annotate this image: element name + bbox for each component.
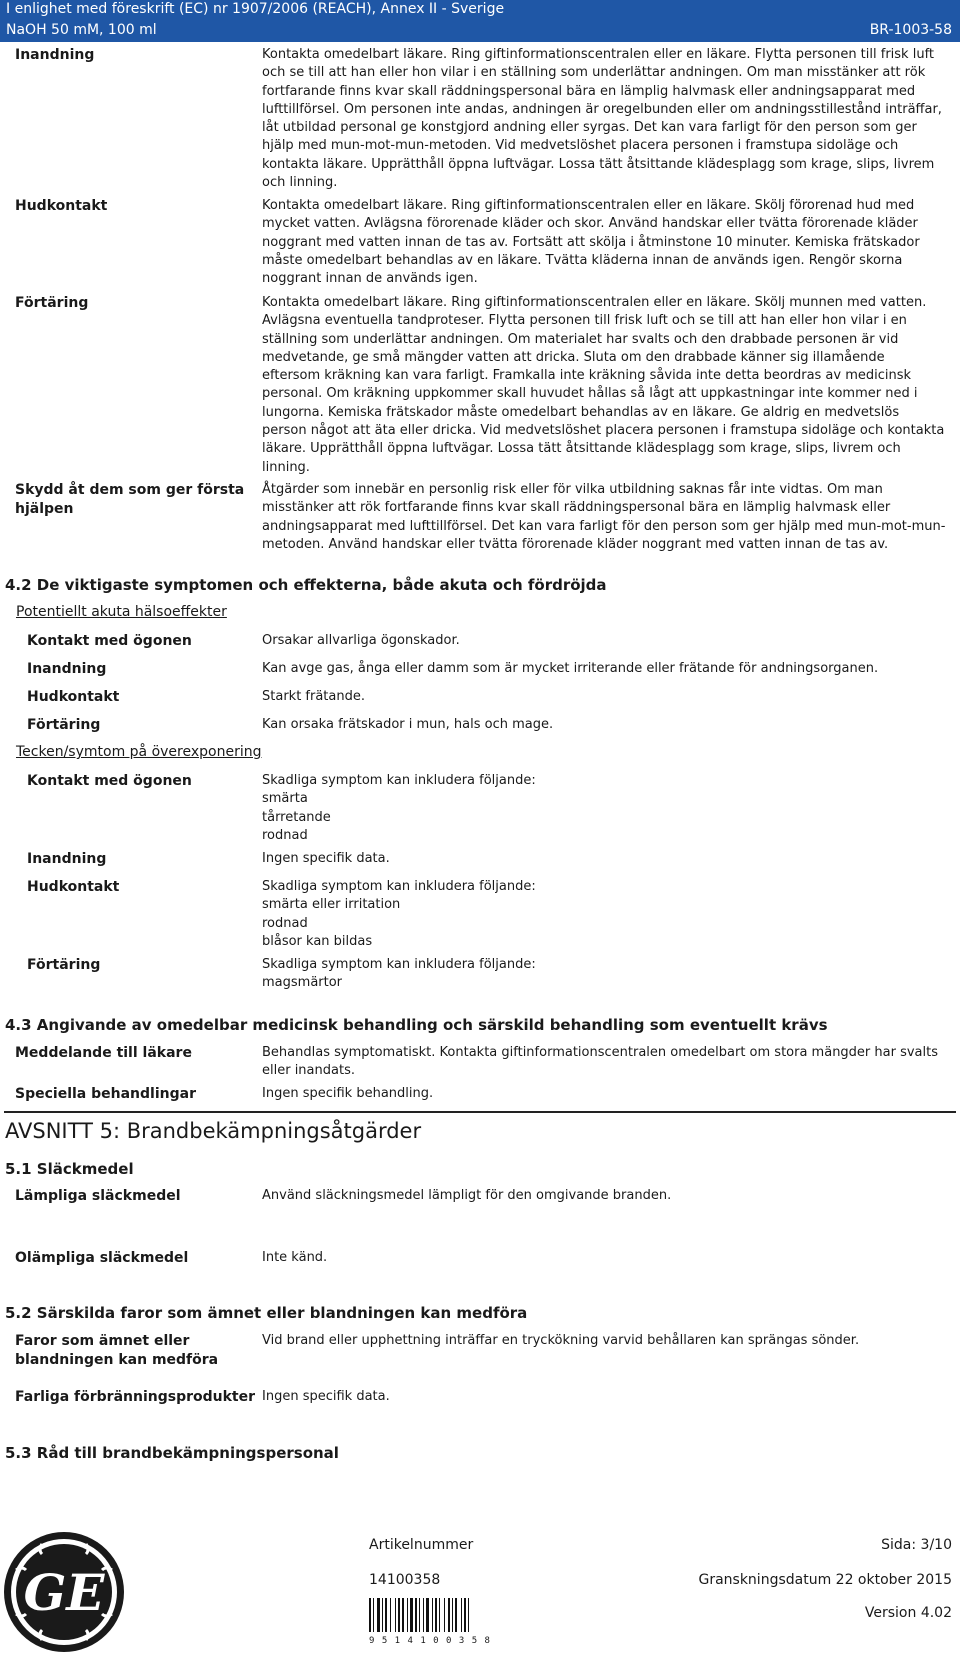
barcode-digits: 9 5 1 4 1 0 0 3 5 8 — [369, 1636, 491, 1646]
heading-5-1: 5.1 Släckmedel — [5, 1160, 134, 1178]
heading-4-2: 4.2 De viktigaste symptomen och effekterna, både akuta och fördröjda — [5, 576, 607, 594]
barcode-bar — [461, 1598, 462, 1632]
acute-skin-label: Hudkontakt — [27, 689, 120, 705]
acute-eye-label: Kontakt med ögonen — [27, 633, 192, 649]
barcode-bar — [415, 1598, 417, 1632]
text-inhalation: Kontakta omedelbart läkare. Ring giftinformationscentralen eller en läkare. Flytta personen till frisk luft och se till att han eller hon vilar i en ställning som underlättar andningen. Om man misstänker att rök fortfarande finns kvar skall räddningspersonal bära en lämplig halvmask eller andningsapparat med lufttillförsel. Om personen inte andas, andningen är oregelbunden eller om andningsstillestånd inträffar, låt utbildad personal ge konstgjord andning eller syrgas. Det kan vara farligt för den person som ger hjälp med mun-mot-mun-metoden. Vid medvetslöshet placera personen i framstupa sidoläge och kontakta läkare. Upprätthåll öppna luftvägar. Lossa tätt åtsittande klädesplagg som krage, slips, livrem och linning. — [262, 47, 942, 191]
hazards-value: Vid brand eller upphettning inträffar en tryckökning varvid behållaren kan sprängas sönder. — [262, 1333, 860, 1348]
physician-note-label: Meddelande till läkare — [15, 1045, 192, 1061]
article-number-value: 14100358 — [369, 1572, 441, 1588]
overexp-eye-value: Skadliga symptom kan inkludera följande: smärta tårretande rodnad — [262, 773, 536, 843]
acute-skin-value: Starkt frätande. — [262, 689, 365, 704]
section-divider — [4, 1111, 956, 1113]
text-first-aider-protection: Åtgärder som innebär en personlig risk eller för vilka utbildning saknas får inte vidtas. Om man misstänker att rök fortfarande finns kvar skall räddningspersonal bära en lämplig halvmask eller andningsapparat med lufttillförsel. Det kan vara farligt för den person som ger hjälp med mun-mot-mun- metoden. Använd handskar eller tvätta förorenade kläder noggrant med vatten innan de tas av. — [262, 482, 946, 552]
product-code: BR-1003-58 — [869, 22, 952, 38]
barcode-bar — [407, 1598, 408, 1632]
label-skin: Hudkontakt — [15, 198, 108, 214]
barcode-bar — [455, 1598, 457, 1632]
barcode-bar — [468, 1598, 469, 1632]
document-header — [0, 0, 960, 42]
ge-logo-graphic — [2, 1530, 126, 1654]
subheading-acute-effects: Potentiellt akuta hälsoeffekter — [16, 604, 227, 620]
article-number-label: Artikelnummer — [369, 1537, 474, 1553]
barcode-bar — [419, 1598, 420, 1632]
overexp-inhalation-label: Inandning — [27, 851, 107, 867]
barcode-bar — [410, 1598, 413, 1632]
barcode-bar — [444, 1598, 445, 1632]
overexp-ingestion-label: Förtäring — [27, 957, 101, 973]
review-date: Granskningsdatum 22 oktober 2015 — [698, 1572, 952, 1588]
combustion-products-label: Farliga förbränningsprodukter — [15, 1389, 256, 1405]
heading-5-2: 5.2 Särskilda faror som ämnet eller blandningen kan medföra — [5, 1304, 528, 1322]
barcode-bar — [373, 1598, 374, 1632]
acute-eye-value: Orsakar allvarliga ögonskador. — [262, 633, 460, 648]
barcode-bar — [390, 1598, 391, 1632]
barcode-bar — [385, 1598, 387, 1632]
page-number: Sida: 3/10 — [881, 1537, 952, 1553]
label-first-aider-protection: Skydd åt dem som ger första hjälpen — [15, 482, 245, 517]
barcode-bar — [395, 1598, 396, 1632]
barcode-bar — [464, 1598, 466, 1632]
logo-text: GE — [23, 1563, 105, 1622]
barcode-bar — [398, 1598, 400, 1632]
heading-5-3: 5.3 Råd till brandbekämpningspersonal — [5, 1444, 339, 1462]
suitable-media-value: Använd släckningsmedel lämpligt för den omgivande branden. — [262, 1188, 672, 1203]
overexp-inhalation-value: Ingen specifik data. — [262, 851, 390, 866]
regulation-text: I enlighet med föreskrift (EC) nr 1907/2006 (REACH), Annex II - Sverige — [6, 1, 505, 17]
barcode-bar — [426, 1598, 429, 1632]
label-inhalation: Inandning — [15, 47, 95, 63]
barcode-bar — [377, 1598, 380, 1632]
text-skin: Kontakta omedelbart läkare. Ring giftinformationscentralen eller en läkare. Skölj förorenad hud med mycket vatten. Avlägsna förorenade kläder och skor. Använd handskar eller tvätta förorenade kläder noggrant med vatten innan de tas av. Fortsätt att skölja i åtminstone 10 minuter. Kemiska frätskador måste omedelbart behandlas av en läkare. Tvätta kläderna innan de används igen. Rengör skorna noggrant innan de används igen. — [262, 198, 920, 287]
barcode-bar — [452, 1598, 453, 1632]
ge-logo — [2, 1530, 126, 1654]
barcode-bar — [435, 1598, 437, 1632]
overexp-ingestion-value: Skadliga symptom kan inkludera följande: magsmärtor — [262, 957, 536, 991]
barcode-bars — [369, 1598, 495, 1632]
suitable-media-label: Lämpliga släckmedel — [15, 1188, 181, 1204]
product-name: NaOH 50 mM, 100 ml — [6, 22, 157, 38]
barcode-bar — [423, 1598, 424, 1632]
subheading-overexposure: Tecken/symtom på överexponering — [16, 744, 262, 760]
hazards-label: Faror som ämnet eller blandningen kan medföra — [15, 1333, 219, 1368]
version: Version 4.02 — [864, 1605, 952, 1621]
barcode-bar — [369, 1598, 371, 1632]
special-treatment-label: Speciella behandlingar — [15, 1086, 196, 1102]
acute-inhalation-label: Inandning — [27, 661, 107, 677]
unsuitable-media-value: Inte känd. — [262, 1250, 328, 1265]
special-treatment-value: Ingen specifik behandling. — [262, 1086, 434, 1101]
acute-ingestion-label: Förtäring — [27, 717, 101, 733]
unsuitable-media-label: Olämpliga släckmedel — [15, 1250, 189, 1266]
heading-4-3: 4.3 Angivande av omedelbar medicinsk behandling och särskild behandling som eventuellt krävs — [5, 1016, 828, 1034]
barcode-bar — [448, 1598, 450, 1632]
barcode — [369, 1598, 495, 1644]
barcode-bar — [439, 1598, 440, 1632]
combustion-products-value: Ingen specifik data. — [262, 1389, 390, 1404]
overexp-skin-value: Skadliga symptom kan inkludera följande: smärta eller irritation rodnad blåsor kan bildas — [262, 879, 536, 949]
overexp-eye-label: Kontakt med ögonen — [27, 773, 192, 789]
barcode-bar — [382, 1598, 383, 1632]
overexp-skin-label: Hudkontakt — [27, 879, 120, 895]
acute-inhalation-value: Kan avge gas, ånga eller damm som är mycket irriterande eller frätande för andningsorganen. — [262, 661, 879, 676]
acute-ingestion-value: Kan orsaka frätskador i mun, hals och mage. — [262, 717, 554, 732]
barcode-bar — [432, 1598, 433, 1632]
physician-note-value: Behandlas symptomatiskt. Kontakta giftinformationscentralen omedelbart om stora mängder har svalts eller inandats. — [262, 1045, 939, 1079]
label-ingestion: Förtäring — [15, 295, 89, 311]
text-ingestion: Kontakta omedelbart läkare. Ring giftinformationscentralen eller en läkare. Skölj munnen med vatten. Avlägsna eventuella tandproteser. Flytta personen till frisk luft och se till att han eller hon vilar i en ställning som underlättar andningen. Om materialet har svalts och den drabbade personen är vid medvetande, ge små mängder vatten att dricka. Sluta om den drabbade känner sig illamående eftersom kräkning kan vara farligt. Framkalla inte kräkning såvida inte detta beordras av medicinsk personal. Om kräkning uppkommer skall huvudet hållas så lågt att uppkastningar inte kommer ned i lungorna. Kemiska frätskador måste omedelbart behandlas av en läkare. Ge aldrig en medvetslös person något att äta eller dricka. Vid medvetslöshet placera personen i framstupa sidoläge och kontakta läkare. Upprätthåll öppna luftvägar. Lossa tätt åtsittande klädesplagg som krage, slips, livrem och linning. — [262, 295, 945, 475]
barcode-bar — [402, 1598, 404, 1632]
section-5-title: AVSNITT 5: Brandbekämpningsåtgärder — [5, 1119, 422, 1143]
